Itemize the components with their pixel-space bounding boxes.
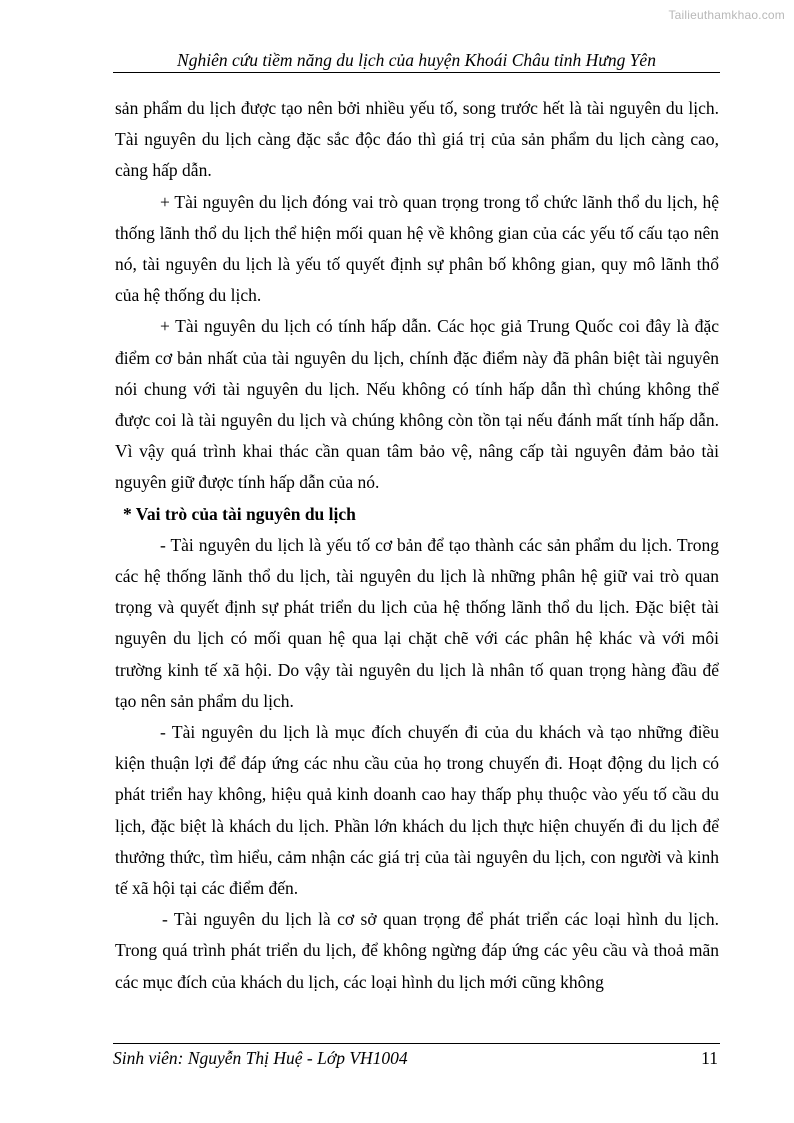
paragraph-attractiveness: + Tài nguyên du lịch có tính hấp dẫn. Các học giả Trung Quốc coi đây là đặc điểm cơ bản nhất của tài nguyên du lịch, chính đặc điểm này đã phân biệt tài nguyên nói chung với tài nguyên du lịch. Nếu không có tính hấp dẫn thì chúng không thể được coi là tài nguyên du lịch và chúng không còn tồn tại nếu đánh mất tính hấp dẫn. Vì vậy quá trình khai thác cần quan tâm bảo vệ, nâng cấp tài nguyên đảm bảo tài nguyên giữ được tính hấp dẫn của nó.	[115, 316, 719, 493]
student-info: Sinh viên: Nguyễn Thị Huệ - Lớp VH1004	[113, 1048, 408, 1068]
section-heading: * Vai trò của tài nguyên du lịch	[123, 503, 356, 524]
watermark: Tailieuthamkhao.com	[668, 8, 785, 22]
paragraph-tourism-types: - Tài nguyên du lịch là cơ sở quan trọng để phát triển các loại hình du lịch. Trong quá trình phát triển du lịch, để không ngừng đáp ứng các yêu cầu và thoả mãn các mục đích của khách du lịch, các loại hình du lịch mới cũng không	[115, 909, 719, 992]
paragraph-role-territory: + Tài nguyên du lịch đóng vai trò quan trọng trong tổ chức lãnh thổ du lịch, hệ thống lãnh thổ du lịch thể hiện mối quan hệ về không gian của các yếu tố cấu tạo nên nó, tài nguyên du lịch là yếu tố quyết định sự phân bố không gian, quy mô lãnh thổ của hệ thống du lịch.	[115, 191, 719, 306]
paragraph-trip-purpose: - Tài nguyên du lịch là mục đích chuyến đi của du khách và tạo những điều kiện thuận lợi để đáp ứng các nhu cầu của họ trong chuyến đi. Hoạt động du lịch có phát triển hay không, hiệu quả kinh doanh cao hay thấp phụ thuộc vào yếu tố cầu du lịch, đặc biệt là khách du lịch. Phần lớn khách du lịch thực hiện chuyến đi du lịch để thưởng thức, tìm hiểu, cảm nhận các giá trị của tài nguyên du lịch, con người và kinh tế xã hội tại các điểm đến.	[115, 722, 719, 899]
running-header: Nghiên cứu tiềm năng du lịch của huyện Khoái Châu tỉnh Hưng Yên	[113, 48, 720, 73]
paragraph-basic-element: - Tài nguyên du lịch là yếu tố cơ bản để tạo thành các sản phẩm du lịch. Trong các hệ thống lãnh thổ du lịch, tài nguyên du lịch là những phân hệ giữ vai trò quan trọng và quyết định sự phát triển du lịch của hệ thống lãnh thổ du lịch. Đặc biệt tài nguyên du lịch có mối quan hệ qua lại chặt chẽ với các phân hệ khác và với môi trường kinh tế xã hội. Do vậy tài nguyên du lịch là nhân tố quan trọng hàng đầu để tạo nên sản phẩm du lịch.	[115, 534, 719, 711]
page-number: 11	[701, 1048, 718, 1068]
page-footer	[113, 1043, 720, 1070]
paragraph-continuation: sản phẩm du lịch được tạo nên bởi nhiều yếu tố, song trước hết là tài nguyên du lịch. Tài nguyên du lịch càng đặc sắc độc đáo thì giá trị của sản phẩm du lịch càng cao, càng hấp dẫn.	[115, 98, 719, 181]
document-body	[115, 93, 719, 998]
